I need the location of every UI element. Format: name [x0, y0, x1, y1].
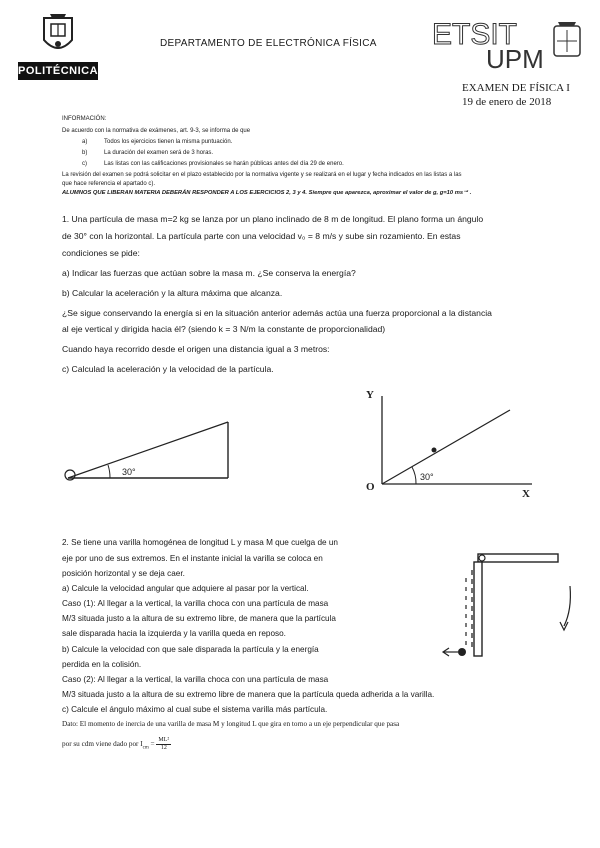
upm-logo: [18, 10, 98, 82]
p2-question-b: perdida en la colisión.: [62, 660, 142, 669]
p2-data-line: Dato: El momento de inercia de una varilla de masa M y longitud L que gira en torno a un eje perpendicular que pasa: [62, 720, 400, 728]
p1-condition: Cuando haya recorrido desde el origen una distancia igual a 3 metros:: [62, 344, 330, 354]
p1-question-c: c) Calculad la aceleración y la velocidad de la partícula.: [62, 364, 274, 374]
university-crest-icon: [554, 22, 580, 56]
info-item: b) La duración del examen será de 3 horas.: [82, 150, 214, 156]
axes-figure: [360, 384, 540, 502]
p1-statement-line: de 30° con la horizontal. La partícula parte con una velocidad v₀ = 8 m/s y sube sin rozamiento. En estas: [62, 231, 461, 241]
exam-date: 19 de enero de 2018: [462, 96, 552, 108]
brand-badge: POLITÉCNICA: [18, 62, 98, 80]
crest-icon: [40, 10, 76, 56]
p2-question-b: b) Calcule la velocidad con que sale disparada la partícula y la energía: [62, 645, 319, 654]
p1-question-b: b) Calcular la aceleración y la altura máxima que alcanza.: [62, 288, 283, 298]
exam-title: EXAMEN DE FÍSICA I: [462, 82, 570, 94]
department-name: DEPARTAMENTO DE ELECTRÓNICA FÍSICA: [160, 38, 377, 49]
angle-arc: [108, 465, 110, 478]
p2-case1-line: Caso (1): Al llegar a la vertical, la varilla choca con una partícula de masa: [62, 599, 329, 608]
p2-data-formula: por su cdm viene dado por $I_{cm}$ = $\frac{\text{ML²}}{12}$: [62, 737, 170, 751]
upm-text: UPM: [486, 44, 544, 72]
particle-icon: [432, 448, 437, 453]
etsit-upm-logo: [430, 12, 585, 72]
p2-statement-line: posición horizontal y se deja caer.: [62, 569, 185, 578]
inclined-line: [382, 410, 510, 484]
p2-case2-line: M/3 situada justo a la altura de su extremo libre de manera que la partícula queda adherida a la varilla.: [62, 690, 435, 699]
y-axis-label: Y: [366, 389, 374, 401]
inertia-fraction: $\frac{\text{ML²}}{12}$: [158, 737, 170, 751]
p2-statement-line: eje por uno de sus extremos. En el instante inicial la varilla se coloca en: [62, 554, 323, 563]
p1-statement-line: 1. Una partícula de masa m=2 kg se lanza por un plano inclinado de 8 m de longitud. El plano forma un ángulo: [62, 214, 484, 224]
incline-slope: [68, 422, 228, 478]
p2-question-c: c) Calcule el ángulo máximo al cual sube el sistema varilla más partícula.: [62, 705, 328, 714]
info-heading: INFORMACIÓN:: [62, 116, 107, 122]
info-item: a) Todos los ejercicios tienen la misma puntuación.: [82, 139, 233, 145]
incline-angle-label: 30°: [122, 467, 136, 477]
info-intro: De acuerdo con la normativa de exámenes, art. 9-3, se informa de que: [62, 128, 251, 134]
fall-arrow-icon: [564, 586, 570, 626]
p1-question-energy: al eje vertical y dirigida hacia él? (siendo k = 3 N/m la constante de proporcionalidad): [62, 324, 386, 334]
p2-statement-line: 2. Se tiene una varilla homogénea de longitud L y masa M que cuelga de un: [62, 538, 338, 547]
p2-case1-line: M/3 situada justo a la altura de su extremo libre, de manera que la partícula: [62, 614, 336, 623]
etsit-text: ETSIT: [432, 18, 518, 51]
incline-figure: [58, 412, 248, 492]
particle-icon: [458, 648, 466, 656]
info-review-line: que hace referencia el apartado c).: [62, 181, 156, 187]
rod-figure: [438, 550, 588, 668]
p1-question-energy: ¿Se sigue conservando la energía si en la situación anterior además actúa una fuerza proporcional a la distancia: [62, 308, 492, 318]
pivot-icon: [479, 555, 485, 561]
p2-question-a: a) Calcule la velocidad angular que adquiere al pasar por la vertical.: [62, 584, 309, 593]
p2-case1-line: sale disparada hacia la izquierda y la varilla queda en reposo.: [62, 629, 286, 638]
angle-arc: [412, 467, 416, 484]
origin-label: O: [366, 481, 375, 493]
info-item: c) Las listas con las calificaciones provisionales se harán públicas antes del día 29 de enero.: [82, 161, 344, 167]
vertical-rod: [474, 562, 482, 656]
info-review-line: La revisión del examen se podrá solicitar en el plazo establecido por la normativa vigente y se realizará en el lugar y fecha indicados en las listas a las: [62, 172, 462, 178]
p1-question-a: a) Indicar las fuerzas que actúan sobre la masa m. ¿Se conserva la energía?: [62, 268, 356, 278]
p2-case2-line: Caso (2): Al llegar a la vertical, la varilla choca con una partícula de masa: [62, 675, 329, 684]
axes-angle-label: 30°: [420, 472, 434, 482]
p1-statement-line: condiciones se pide:: [62, 248, 140, 258]
info-notice: ALUMNOS QUE LIBERAN MATERIA DEBERÁN RESPONDER A LOS EJERCICIOS 2, 3 y 4. Siempre que aparezca, aproximar el valor de g, g=10 ms⁻² .: [62, 190, 472, 196]
horizontal-rod: [478, 554, 558, 562]
x-axis-label: X: [522, 488, 530, 500]
